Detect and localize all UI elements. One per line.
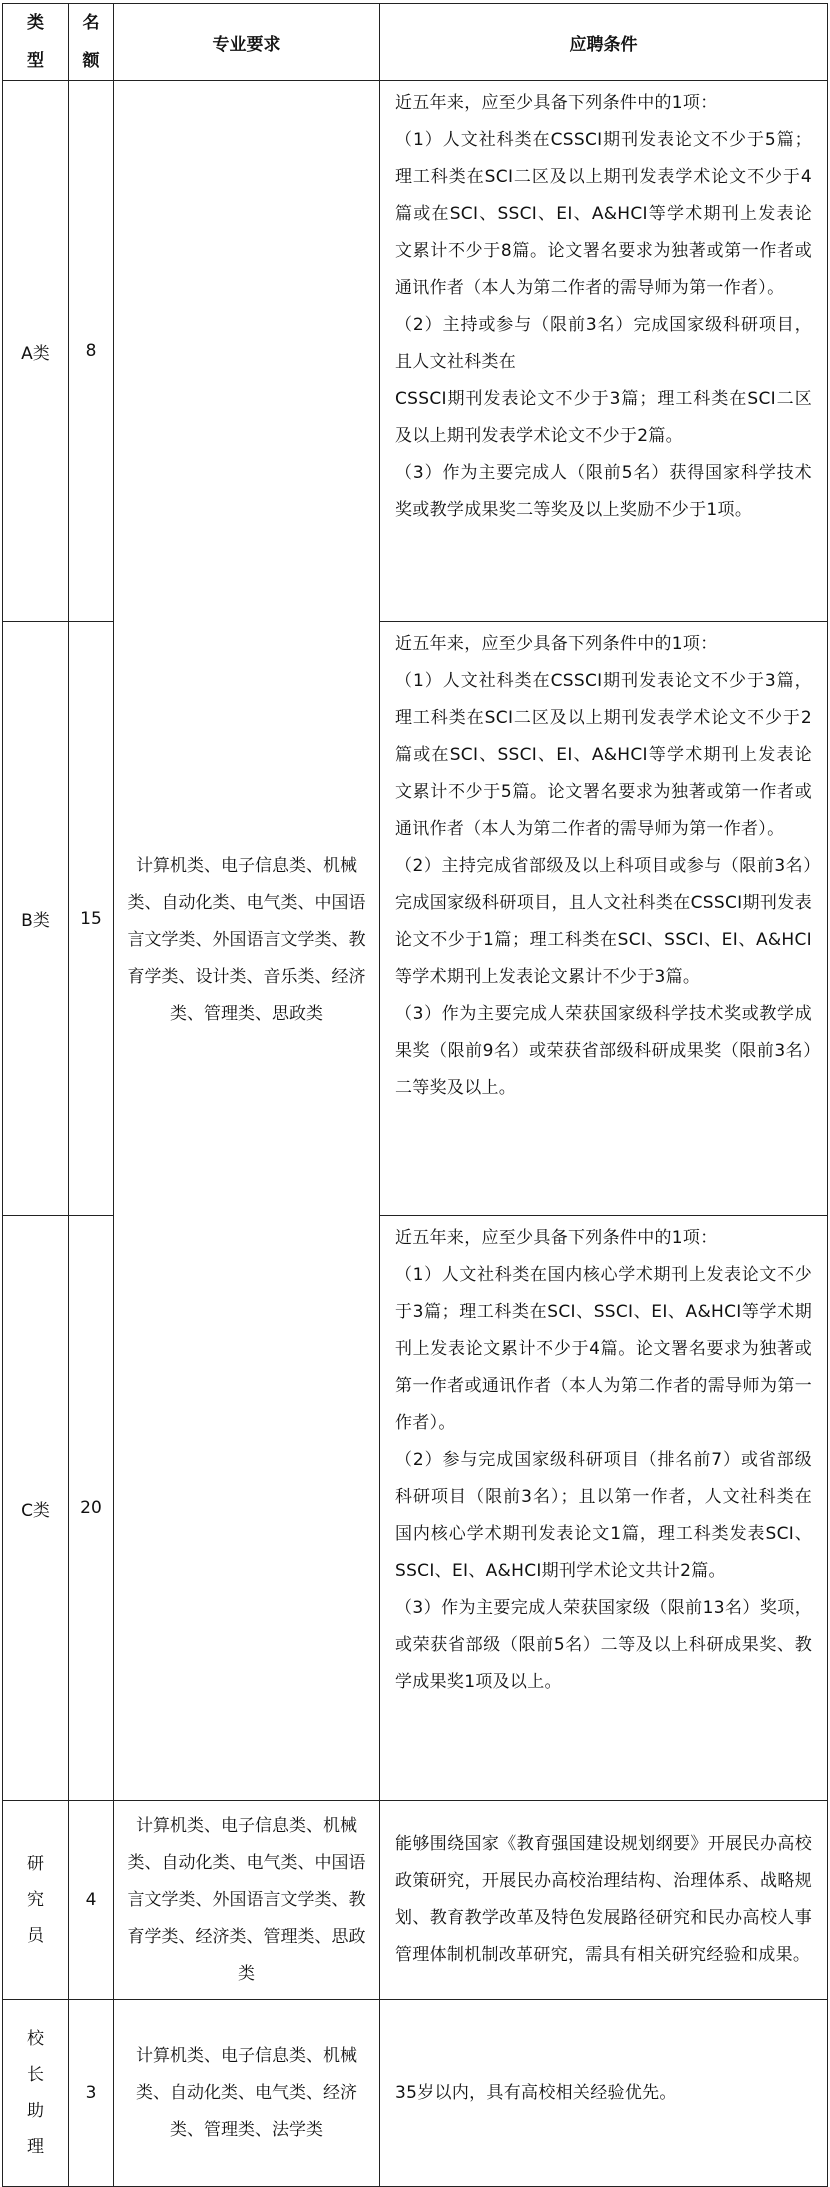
condition-line: （1）人文社科类在国内核心学术期刊上发表论文不少于3篇；理工科类在SCI、SSCI、EI、A&HCI等学术期刊上发表论文累计不少于4篇。论文署名要求为独著或第一作者或通讯作者（本人为第二作者的需导师为第一作者）。 [395, 1265, 812, 1433]
row-count: 4 [69, 1801, 114, 2000]
row-type: B类 [3, 622, 69, 1216]
row-conditions [380, 1801, 828, 2000]
row-count: 8 [69, 81, 114, 622]
header-type-char: 类 [27, 13, 44, 33]
row-type: A类 [3, 81, 69, 622]
table-row [3, 1801, 828, 2000]
table-row [3, 81, 828, 622]
condition-line: 能够围绕国家《教育强国建设规划纲要》开展民办高校政策研究，开展民办高校治理结构、治理体系、战略规划、教育教学改革及特色发展路径研究和民办高校人事管理体制机制改革研究，需具有相关研究经验和成果。 [395, 1834, 812, 1965]
row-type-char: 研 [27, 1854, 44, 1874]
row-type [3, 1801, 69, 2000]
row-conditions [380, 2000, 828, 2187]
row-conditions [380, 622, 828, 1216]
row-type-char: 员 [27, 1926, 44, 1946]
row-type [3, 2000, 69, 2187]
row-type-char: 助 [27, 2101, 44, 2121]
row-count: 15 [69, 622, 114, 1216]
row-conditions [380, 1216, 828, 1801]
recruitment-table [2, 3, 828, 2187]
row-type-char: 长 [27, 2065, 44, 2085]
row-type: C类 [3, 1216, 69, 1801]
row-major: 计算机类、电子信息类、机械类、自动化类、电气类、经济类、管理类、法学类 [114, 2000, 380, 2187]
condition-line: 近五年来，应至少具备下列条件中的1项： [395, 634, 718, 654]
condition-line: （1）人文社科类在CSSCI期刊发表论文不少于5篇；理工科类在SCI二区及以上期刊发表学术论文不少于4篇或在SCI、SSCI、EI、A&HCI等学术期刊上发表论文累计不少于8篇。论文署名要求为独著或第一作者或通讯作者（本人为第二作者的需导师为第一作者）。 [395, 130, 812, 298]
row-major: 计算机类、电子信息类、机械类、自动化类、电气类、中国语言文学类、外国语言文学类、教育学类、经济类、管理类、思政类 [114, 1801, 380, 2000]
condition-line: （2）主持完成省部级及以上科项目或参与（限前3名）完成国家级科研项目，且人文社科类在CSSCI期刊发表论文不少于1篇；理工科类在SCI、SSCI、EI、A&HCI等学术期刊上发表论文累计不少于3篇。 [395, 856, 812, 987]
row-major-shared: 计算机类、电子信息类、机械类、自动化类、电气类、中国语言文学类、外国语言文学类、教育学类、设计类、音乐类、经济类、管理类、思政类 [114, 81, 380, 1801]
row-count: 3 [69, 2000, 114, 2187]
table-header-row [3, 4, 828, 81]
condition-line: （3）作为主要完成人荣获国家级（限前13名）奖项，或荣获省部级（限前5名）二等及以上科研成果奖、教学成果奖1项及以上。 [395, 1598, 812, 1692]
condition-line: 近五年来，应至少具备下列条件中的1项： [395, 93, 718, 113]
row-type-char: 校 [27, 2029, 44, 2049]
row-count: 20 [69, 1216, 114, 1801]
header-conditions: 应聘条件 [380, 4, 828, 81]
table-row [3, 2000, 828, 2187]
condition-line: 近五年来，应至少具备下列条件中的1项： [395, 1228, 718, 1248]
header-count-char: 名 [82, 13, 100, 33]
row-conditions [380, 81, 828, 622]
header-count-char: 额 [82, 51, 100, 71]
row-type-char: 究 [27, 1890, 44, 1910]
condition-line: （1）人文社科类在CSSCI期刊发表论文不少于3篇，理工科类在SCI二区及以上期刊发表学术论文不少于2篇或在SCI、SSCI、EI、A&HCI等学术期刊上发表论文累计不少于5篇。论文署名要求为独著或第一作者或通讯作者（本人为第二作者的需导师为第一作者）。 [395, 671, 812, 839]
header-type-char: 型 [27, 51, 44, 71]
header-count [69, 4, 114, 81]
row-type-char: 理 [27, 2137, 44, 2157]
condition-line: 35岁以内，具有高校相关经验优先。 [395, 2082, 677, 2103]
header-major: 专业要求 [114, 4, 380, 81]
condition-line: （2）主持或参与（限前3名）完成国家级科研项目，且人文社科类在 [395, 315, 812, 372]
condition-line: （3）作为主要完成人荣获国家级科学技术奖或教学成果奖（限前9名）或荣获省部级科研成果奖（限前3名）二等奖及以上。 [395, 1004, 812, 1098]
condition-line: （3）作为主要完成人（限前5名）获得国家科学技术奖或教学成果奖二等奖及以上奖励不少于1项。 [395, 463, 812, 520]
condition-line: CSSCI期刊发表论文不少于3篇；理工科类在SCI二区及以上期刊发表学术论文不少于2篇。 [395, 389, 812, 446]
condition-line: （2）参与完成国家级科研项目（排名前7）或省部级科研项目（限前3名）；且以第一作者，人文社科类在国内核心学术期刊发表论文1篇，理工科类发表SCI、SSCI、EI、A&HCI期刊学术论文共计2篇。 [395, 1450, 812, 1581]
header-type [3, 4, 69, 81]
